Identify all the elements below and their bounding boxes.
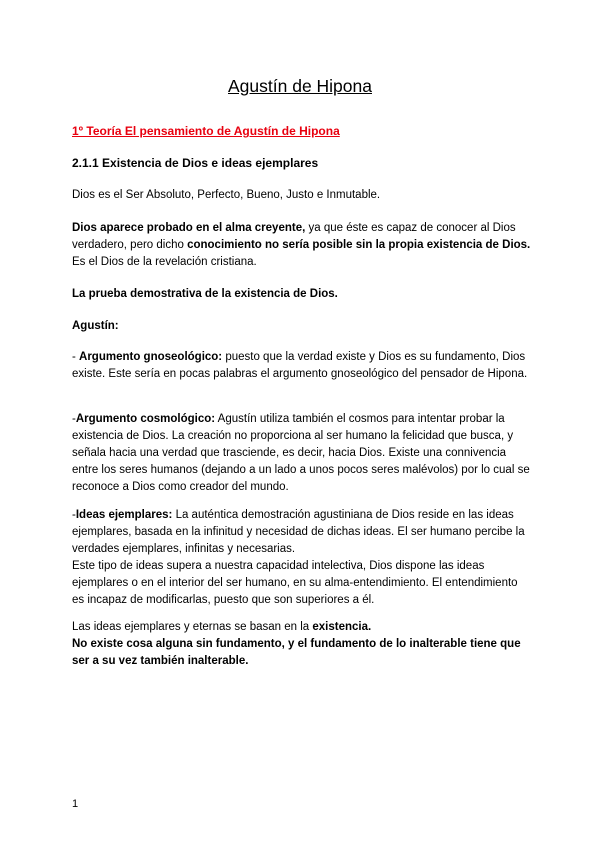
paragraph-text: La prueba demostrativa de la existencia de Dios. [72, 288, 338, 300]
paragraph-text: Dios es el Ser Absoluto, Perfecto, Bueno, Justo e Inmutable. [72, 189, 381, 201]
paragraph-text: Agustín: [72, 320, 119, 332]
paragraph-text: La auténtica demostración agustiniana de Dios reside en las ideas ejemplares, basada en la infinitud y necesidad de dichas ideas. El ser humano percibe la verdades ejemplares, infinitas y necesarias. [72, 509, 525, 555]
bold-text: conocimiento no sería posible sin la propia existencia de Dios. [187, 239, 531, 251]
subsection-title: 2.1.1 Existencia de Dios e ideas ejemplares [72, 156, 319, 170]
paragraph-text: puesto que la verdad existe y Dios es su fundamento, Dios existe. Este sería en pocas palabras el argumento gnoseológico del pensador de Hipona. [72, 351, 528, 380]
list-prefix: - [72, 413, 76, 425]
list-prefix: - [72, 509, 76, 521]
bold-text: Dios aparece probado en el alma creyente, [72, 222, 306, 234]
paragraph-prueba-demostrativa [72, 286, 532, 303]
paragraph-text: ya que éste es capaz de conocer al Dios verdadero, pero dicho [72, 222, 516, 251]
paragraph-ideas-ejemplares [72, 507, 532, 609]
paragraph-argumento-cosmologico [72, 411, 532, 496]
paragraph-alma-creyente [72, 220, 532, 271]
section-title: 1º Teoría El pensamiento de Agustín de Hipona [72, 124, 340, 138]
paragraph-definition [72, 187, 532, 204]
paragraph-text: Las ideas ejemplares y eternas se basan en la [72, 621, 313, 633]
bold-text: Argumento cosmológico: [75, 413, 216, 425]
bold-text: Argumento gnoseológico: [79, 351, 223, 363]
paragraph-conclusion [72, 619, 532, 670]
paragraph-agustin-label [72, 318, 532, 335]
document-title: Agustín de Hipona [228, 76, 372, 96]
paragraph-text: Este tipo de ideas supera a nuestra capacidad intelectiva, Dios dispone las ideas ejemplares o en el interior del ser humano, en su alma-entendimiento. El entendimiento es incapaz de modificarlas, puesto que son superiores a él. [72, 560, 518, 606]
bold-text: No existe cosa alguna sin fundamento, y el fundamento de lo inalterable tiene que ser a su vez también inalterable. [72, 638, 521, 667]
paragraph-text: Es el Dios de la revelación cristiana. [72, 256, 257, 268]
bold-text: existencia. [312, 621, 372, 633]
list-prefix: - [72, 351, 80, 363]
bold-text: Ideas ejemplares: [75, 509, 173, 521]
page-number: 1 [72, 798, 79, 810]
paragraph-text: Agustín utiliza también el cosmos para intentar probar la existencia de Dios. La creación no proporciona al ser humano la felicidad que busca, y señala hacia una verdad que trasciende, es decir, hacia Dios. Existe una connivencia entre los seres humanos (dejando a un lado a unos pocos seres malévolos) por lo cual se reconoce a Dios como creador del mundo. [72, 413, 530, 493]
paragraph-argumento-gnoseologico [72, 349, 532, 383]
